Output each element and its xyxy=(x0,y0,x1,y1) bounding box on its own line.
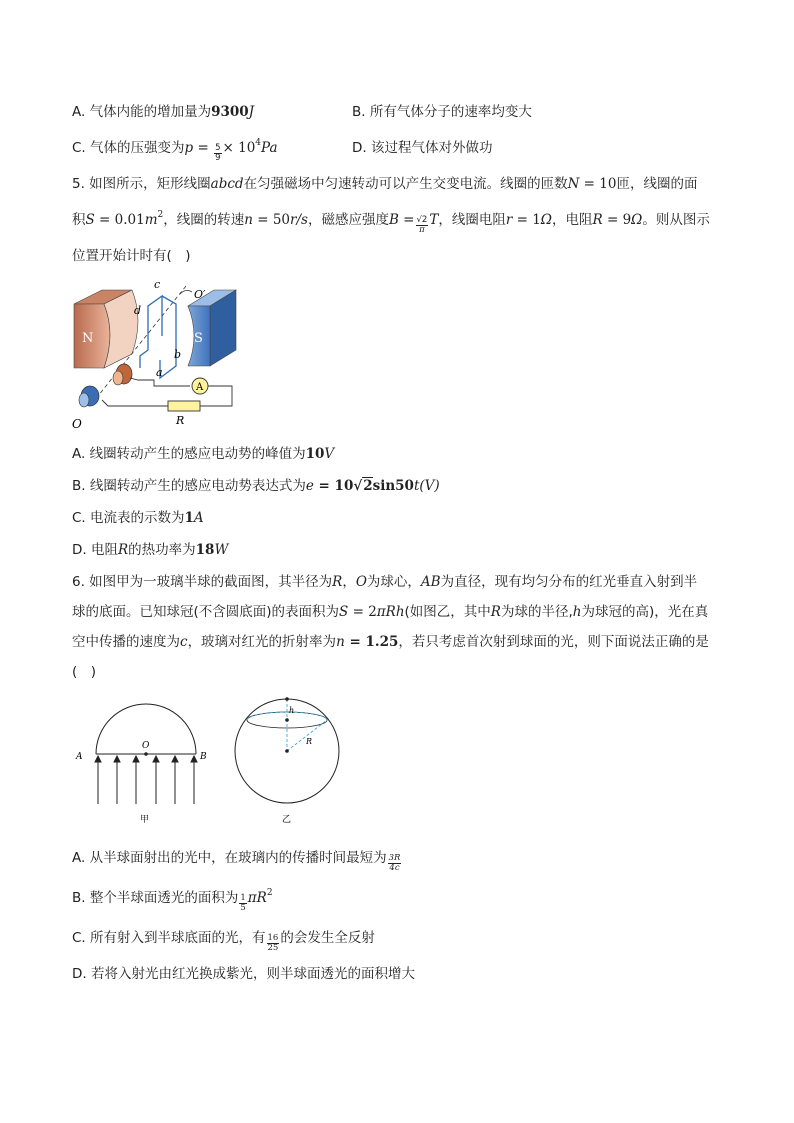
s-pole-label: S xyxy=(194,331,203,346)
resistor xyxy=(168,401,200,411)
coil-lead xyxy=(140,350,148,368)
label-b: B xyxy=(200,752,207,762)
sphere-center-point xyxy=(285,749,289,753)
slip-ring-2-face xyxy=(79,393,89,407)
slip-ring-1-face xyxy=(113,371,123,385)
q5-option-d: D. 电阻R的热功率为18W xyxy=(72,542,229,558)
q6-option-b: B. 整个半球面透光的面积为 $\frac{1}{5}$ $\pi R^2$ xyxy=(72,888,273,913)
center-point xyxy=(144,752,148,756)
label-b: b xyxy=(174,348,182,361)
sphere-cap-diagram xyxy=(232,696,344,830)
q6-option-a: A. 从半球面射出的光中，在玻璃内的传播时间最短为 $\frac{3R}{4c}$ xyxy=(72,850,401,873)
label-o-prime: O′ xyxy=(194,288,206,301)
incident-rays xyxy=(95,756,197,804)
q4-option-b: B. 所有气体分子的速率均变大 xyxy=(352,104,532,120)
q5-stem-line2: 积$S = 0.01m^2$，线圈的转速n = 50r/s，磁感应强度B = $\frac{√2}{\pi}$ T，线圈电阻r = 1Ω，电阻R = 9Ω。则从图示 xyxy=(72,210,710,235)
label-c: c xyxy=(154,278,161,291)
coil-side-d xyxy=(148,296,162,350)
caption-yi: 乙 xyxy=(282,815,292,825)
q4-option-a: A. 气体内能的增加量为9300J xyxy=(72,104,255,120)
q6-stem-line4: ( ) xyxy=(72,664,97,680)
q6-option-c: C. 所有射入到半球底面的光，有 $\frac{16}{25}$ 的会发生全反射 xyxy=(72,930,375,953)
label-o: O xyxy=(72,417,82,431)
caption-jia: 甲 xyxy=(140,815,150,825)
cap-center-point xyxy=(285,718,289,722)
label-d: d xyxy=(134,304,142,317)
ammeter-label: A xyxy=(196,382,204,393)
generator-diagram xyxy=(68,276,248,436)
wire-bottom xyxy=(102,400,168,406)
q5-option-a: A. 线圈转动产生的感应电动势的峰值为10V xyxy=(72,446,335,462)
q4-option-d: D. 该过程气体对外做功 xyxy=(352,140,493,156)
rotation-arrow xyxy=(180,290,192,294)
resistor-label: R xyxy=(176,414,185,427)
wire-top xyxy=(130,378,190,386)
q4-option-c: C. 气体的压强变为p = $\frac{5}{9}$ × $10^4Pa$ xyxy=(72,138,278,163)
top-point xyxy=(285,697,289,701)
label-h: h xyxy=(289,706,295,715)
q6-stem-line1: 6. 如图甲为一玻璃半球的截面图，其半径为R，O为球心，AB为直径，现有均匀分布的红光垂直入射到半 xyxy=(72,574,698,590)
q5-stem-line3: 位置开始计时有( ) xyxy=(72,248,191,264)
q6-stem-line3: 空中传播的速度为c，玻璃对红光的折射率为n = 1.25，若只考虑首次射到球面的光，则下面说法正确的是 xyxy=(72,634,709,650)
n-pole-label: N xyxy=(82,331,94,346)
label-a: A xyxy=(76,752,83,762)
hemisphere-diagram xyxy=(72,698,222,828)
q6-option-d: D. 若将入射光由红光换成紫光，则半球面透光的面积增大 xyxy=(72,966,415,982)
q5-option-b: B. 线圈转动产生的感应电动势表达式为e = 10√2sin50t(V) xyxy=(72,478,440,494)
q5-option-c: C. 电流表的示数为1A xyxy=(72,510,204,526)
q6-stem-line2: 球的底面。已知球冠(不含圆底面)的表面积为S = 2πRh(如图乙，其中R为球的半径,h为球冠的高)，光在真 xyxy=(72,604,709,620)
label-o: O xyxy=(142,741,150,751)
label-r: R xyxy=(306,737,313,746)
q5-stem-line1: 5. 如图所示，矩形线圈abcd在匀强磁场中匀速转动可以产生交变电流。线圈的匝数N = 10匝，线圈的面 xyxy=(72,176,698,192)
label-a: a xyxy=(156,366,163,379)
